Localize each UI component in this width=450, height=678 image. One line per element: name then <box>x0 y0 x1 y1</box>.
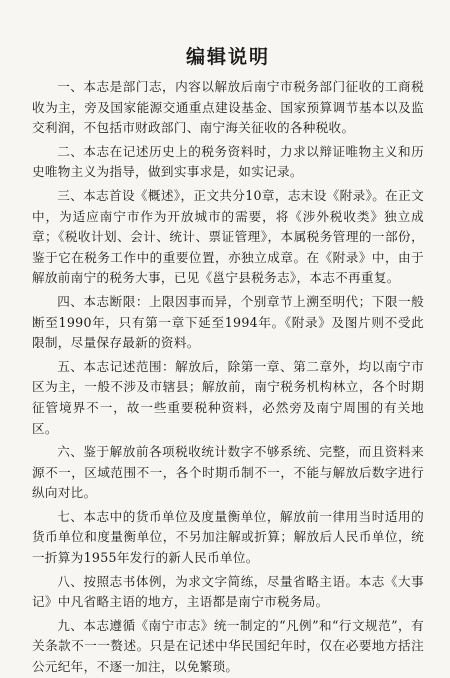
paragraph-3: 三、本志首设《概述》，正文共分10章，志末设《附录》。在正文中，为适应南宁市作为开放城市的需要，将《涉外税收类》独立成章；《税收计划、会计、统计、票证管理》，本属税务管理的一部份，鉴于它在税务工作中的重要位置，亦独立成章。在《附录》中，由于解放前南宁的税务大事，已见《邕宁县税务志》，本志不再重复。 <box>32 187 424 286</box>
paragraph-8: 八、按照志书体例，为求文字简练，尽量省略主语。本志《大事记》中凡省略主语的地方，主语都是南宁市税务局。 <box>32 573 424 610</box>
paragraph-4: 四、本志断限：上限因事而异，个别章节上溯至明代；下限一般断至1990年，只有第一章下延至1994年。《附录》及图片则不受此限制，尽量保存最新的资料。 <box>32 293 424 351</box>
paragraph-9: 九、本志遵循《南宁市志》统一制定的“凡例”和“行文规范”，有关条款不一一赘述。只是在记述中华民国纪年时，仅在必要地方括注公元纪年，不逐一加注，以免繁琐。 <box>32 617 424 675</box>
paragraph-6: 六、鉴于解放前各项税收统计数字不够系统、完整，而且资料来源不一，区域范围不一，各个时期币制不一，不能与解放后数字进行纵向对比。 <box>32 444 424 501</box>
paragraph-7: 七、本志中的货币单位及度量衡单位，解放前一律用当时适用的货币单位和度量衡单位，不另加注解或折算；解放后人民币单位，统一折算为1955年发行的新人民币单位。 <box>32 508 424 566</box>
document-title: 编辑说明 <box>185 46 270 68</box>
paragraph-2: 二、本志在记述历史上的税务资料时，力求以辩证唯物主义和历史唯物主义为指导，做到实事求是，如实记录。 <box>32 143 424 180</box>
paragraph-5: 五、本志记述范围：解放后，除第一章、第二章外，均以南宁市区为主，一般不涉及市辖县；解放前，南宁税务机构林立，各个时期征管境界不一，故一些重要税种资料，必然旁及南宁周围的有关地区。 <box>32 358 424 436</box>
paragraph-1: 一、本志是部门志，内容以解放后南宁市税务部门征收的工商税收为主，旁及国家能源交通重点建设基金、国家预算调节基本以及监交利润，不包括市财政部门、南宁海关征收的各种税收。 <box>32 79 424 136</box>
